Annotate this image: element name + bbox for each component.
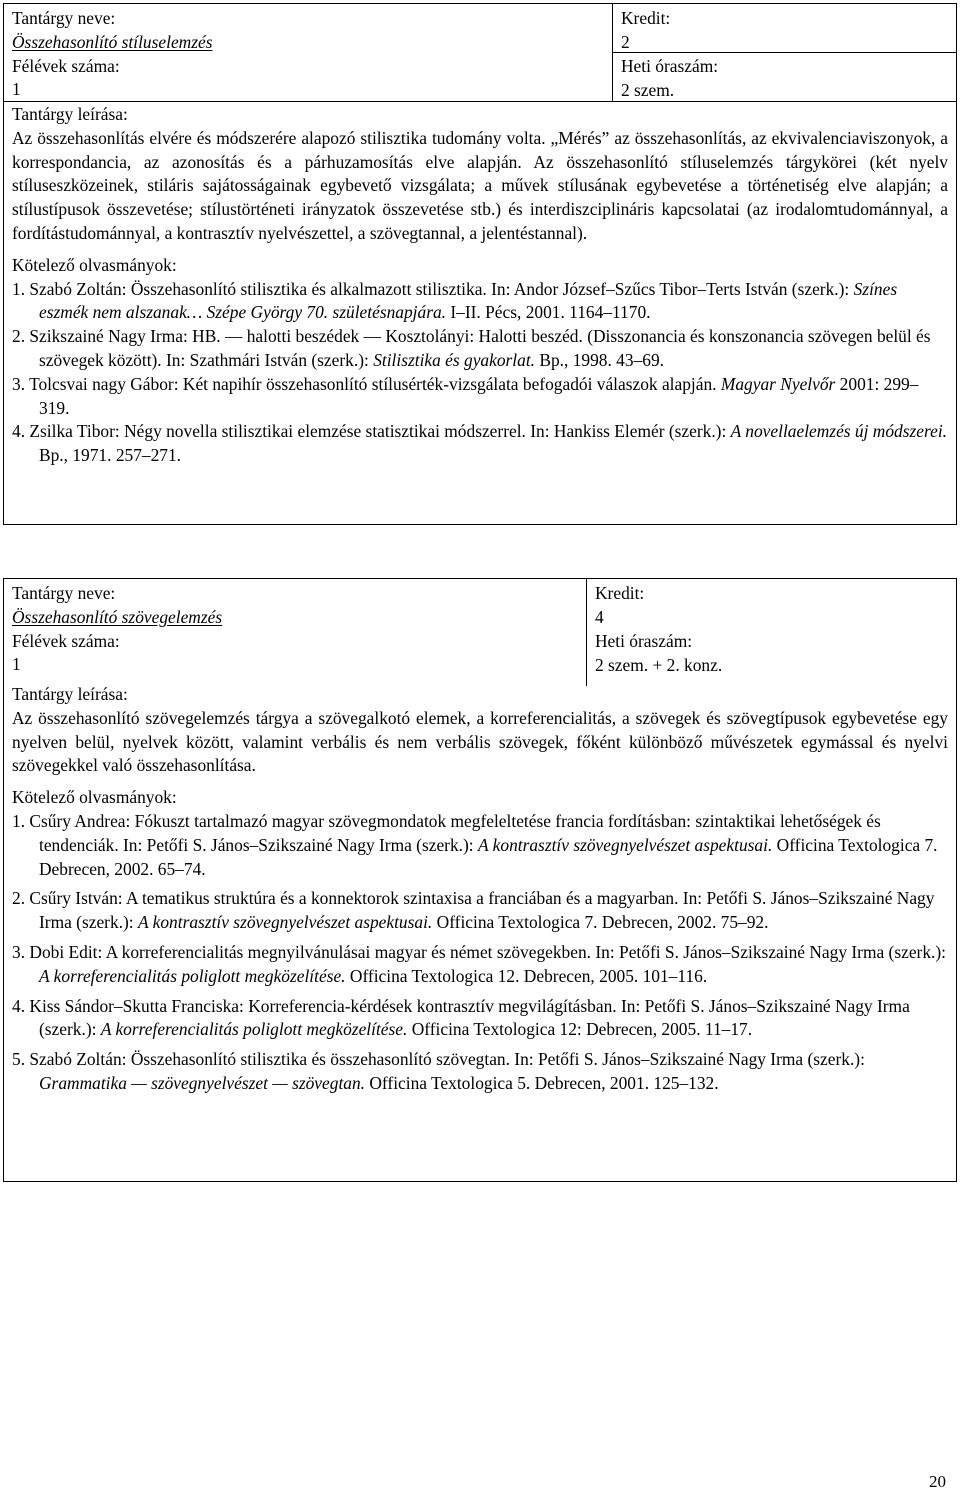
course-name: Összehasonlító szövegelemzés (12, 606, 223, 627)
readings-label: Kötelező olvasmányok: (12, 787, 177, 808)
page-number: 20 (929, 1472, 946, 1491)
course-description: Az összehasonlítás elvére és módszerére alapozó stilisztika tudomány volta. „Mérés” az összehasonlítás, az ekvivalenciaviszonyok, a korrespondancia, az azonosítás és a párhuzamosítás elve alapján. Az összehasonlító stíluselemzés tárgykörei (két nyelv stíluseszközeinek, stiláris sajátosságainak egybevető vizsgálata; a művek stílusának egybevetése a történetiség elve alapján; a stílustípusok összevetése; stílustörténeti irányzatok összevetése stb.) és interdiszciplináris kapcsolatai (az irodalomtudománnyal, a fordítástudománnyal, a kontrasztív nyelvészettel, a szövegtannal, a jelentéstannal). (12, 127, 948, 243)
readings-list (12, 278, 948, 468)
description-label: Tantárgy leírása: (12, 104, 128, 124)
reading-item: 1. Csűry Andrea: Fókuszt tartalmazó magyar szövegmondatok megfeleltetése francia fordításban: szintaktikai lehetőségek és tendenciák. In: Petőfi S. János–Szikszainé Nagy Irma (szerk.): A kontrasztív szövegnyelvészet aspektusai. Officina Textologica 7. Debrecen, 2002. 65–74. (12, 810, 938, 879)
hours-label: Heti óraszám: (595, 631, 693, 651)
semester-label: Félévek száma: (12, 630, 120, 651)
course-table-1 (3, 3, 957, 525)
reading-item: 1. Szabó Zoltán: Összehasonlító stilisztika és alkalmazott stilisztika. In: Andor József–Szűcs Tibor–Terts István (szerk.): Színes eszmék nem alszanak… Szépe György 70. születésnapjára. I–II. Pécs, 2001. 1164–1170. (12, 278, 898, 323)
credit-cell (595, 582, 950, 630)
course-name-label: Tantárgy neve: (12, 8, 116, 28)
reading-item: 4. Zsilka Tibor: Négy novella stilisztikai elemzése statisztikai módszerrel. In: Hankiss Elemér (szerk.): A novellaelemzés új módszerei. Bp., 1971. 257–271. (12, 421, 948, 466)
credit-label: Kredit: (621, 8, 671, 28)
credit-value: 2 (621, 31, 630, 52)
semester-value: 1 (12, 79, 21, 100)
description-label: Tantárgy leírása: (12, 684, 128, 704)
hours-value: 2 szem. + 2. konz. (595, 654, 723, 675)
credit-value: 4 (595, 606, 604, 627)
reading-item: 3. Tolcsvai nagy Gábor: Két napihír összehasonlító stílusérték-vizsgálata befogadói válaszok alapján. Magyar Nyelvőr 2001: 299–319. (12, 373, 919, 418)
column-divider (586, 579, 587, 686)
reading-item: 5. Szabó Zoltán: Összehasonlító stilisztika és összehasonlító szövegtan. In: Petőfi S. János–Szikszainé Nagy Irma (szerk.): Grammatika — szövegnyelvészet — szövegtan. Officina Textologica 5. Debrecen, 2001. 125–132. (12, 1049, 865, 1093)
course-name-cell (12, 7, 607, 102)
reading-item: 2. Csűry István: A tematikus struktúra és a konnektorok szintaxisa a franciában és a magyarban. In: Petőfi S. János–Szikszainé Nagy Irma (szerk.): A kontrasztív szövegnyelvészet aspektusai. Officina Textologica 7. Debrecen, 2002. 75–92. (12, 888, 935, 933)
credit-label: Kredit: (595, 583, 645, 603)
hours-cell (595, 630, 950, 678)
course-name-label: Tantárgy neve: (12, 583, 116, 603)
readings-list (12, 810, 948, 1096)
course-table-2 (3, 578, 957, 1182)
course-name: Összehasonlító stíluselemzés (12, 31, 213, 52)
hours-value: 2 szem. (621, 79, 675, 100)
hours-cell (621, 55, 951, 103)
reading-item: 3. Dobi Edit: A korreferencialitás megnyilvánulásai magyar és német szövegekben. In: Petőfi S. János–Szikszainé Nagy Irma (szerk.): A korreferencialitás poliglott megközelítése. Officina Textologica 12. Debrecen, 2005. 101–116. (12, 941, 946, 986)
semester-value: 1 (12, 654, 21, 675)
semester-label: Félévek száma: (12, 55, 120, 76)
course-name-cell (12, 582, 582, 677)
course-description: Az összehasonlító szövegelemzés tárgya a szövegalkotó elemek, a korreferencialitás, a szövegek és szövegtípusok egybevetése egy nyelven belül, nyelvek között, valamint verbális és nem verbális szövegek, főként különböző művészetek egymással és nyelvi szövegekkel való összehasonlítása. (12, 707, 948, 776)
reading-item: 2. Szikszainé Nagy Irma: HB. — halotti beszédek — Kosztolányi: Halotti beszéd. (Disszonancia és konszonancia szövegen belül és szövegek között). In: Szathmári István (szerk.): Stilisztika és gyakorlat. Bp., 1998. 43–69. (12, 326, 931, 370)
credit-cell (621, 7, 951, 55)
course-body (12, 103, 948, 468)
course-body (12, 683, 948, 1096)
reading-item: 4. Kiss Sándor–Skutta Franciska: Korreferencia-kérdések kontrasztív megvilágításban. In: Petőfi S. János–Szikszainé Nagy Irma (szerk.): A korreferencialitás poliglott megközelítése. Officina Textologica 12: Debrecen, 2005. 11–17. (12, 995, 910, 1040)
readings-label: Kötelező olvasmányok: (12, 254, 177, 275)
hours-label: Heti óraszám: (621, 56, 719, 76)
